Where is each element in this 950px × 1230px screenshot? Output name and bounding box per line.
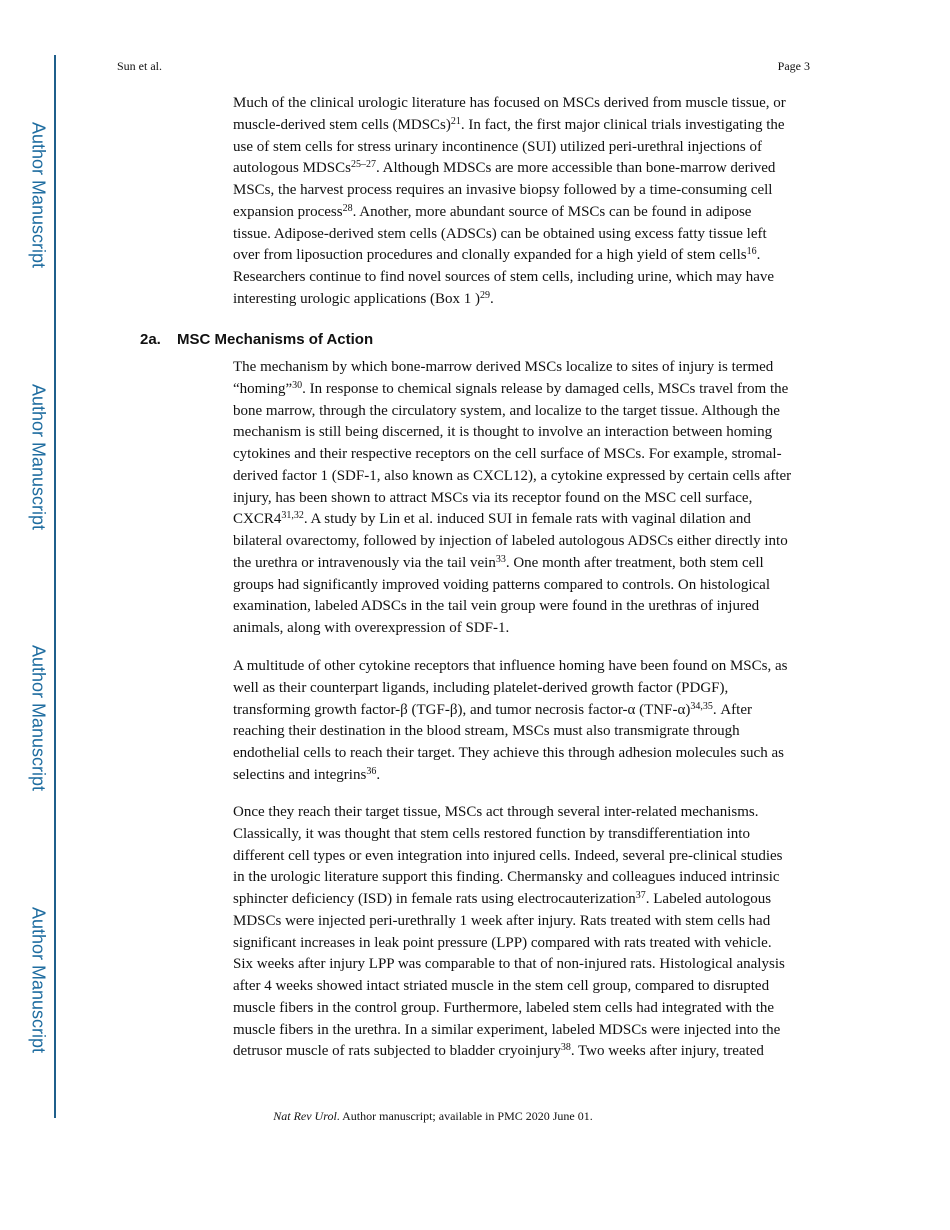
text-segment: animals, along with overexpression of SDF-1. <box>233 620 510 636</box>
text-segment: . <box>756 247 761 264</box>
text-line <box>233 954 823 976</box>
paragraph <box>233 357 823 640</box>
text-segment: bilateral ovarectomy, followed by injection of labeled autologous ADSCs either directly into <box>233 533 788 549</box>
text-segment: muscle fibers in the urethra. In a similar experiment, labeled MDSCs were injected into the <box>233 1021 781 1038</box>
text-line <box>233 765 823 787</box>
text-line <box>233 509 823 531</box>
section-number: 2a. <box>140 331 161 348</box>
section-title: MSC Mechanisms of Action <box>177 331 374 348</box>
text-segment: MDSCs were injected peri-urethrally 1 week after injury. Rats treated with stem cells had <box>233 912 771 929</box>
text-segment: . In response to chemical signals release by damaged cells, MSCs travel from the <box>302 380 789 397</box>
text-segment: examination, labeled ADSCs in the tail vein group were found in the urethras of injured <box>233 598 760 615</box>
running-head: Sun et al. <box>117 59 162 73</box>
text-line <box>233 422 823 444</box>
citation-superscript: 21 <box>450 115 461 127</box>
citation-superscript: 16 <box>746 246 757 258</box>
text-segment: well as their counterpart ligands, including platelet-derived growth factor (PDGF), <box>233 679 729 696</box>
text-line <box>233 245 823 267</box>
text-segment: bone marrow, through the circulatory system, and localize to the target tissue. Although the <box>233 402 780 419</box>
footer-text: . Author manuscript; available in PMC 2020 June 01. <box>336 1109 593 1123</box>
paragraph <box>233 93 823 311</box>
text-line <box>233 911 823 933</box>
text-line <box>233 267 823 289</box>
author-manuscript-text: Author Manuscript <box>28 644 49 792</box>
citation-superscript: 25–27 <box>350 159 376 171</box>
text-line <box>233 115 823 137</box>
section-heading <box>140 331 373 348</box>
text-segment: . In fact, the first major clinical trials investigating the <box>460 116 785 133</box>
text-segment: Six weeks after injury LPP was comparable to that of non-injured rats. Histological analysis <box>233 956 785 973</box>
text-line <box>233 867 823 889</box>
text-segment: autologous MDSCs <box>233 160 351 177</box>
text-line <box>233 575 823 597</box>
text-segment: injury, has been shown to attract MSCs via its receptor found on the MSC cell surface, <box>233 489 753 506</box>
citation-superscript: 29 <box>480 289 491 301</box>
text-segment: endothelial cells to reach their target. They achieve this through adhesion molecules such as <box>233 745 784 761</box>
text-segment: transforming growth factor-β (TGF-β), and tumor necrosis factor-α (TNF-α) <box>233 701 691 718</box>
text-line <box>233 678 823 700</box>
text-line <box>233 202 823 224</box>
text-segment: . Although MDSCs are more accessible than bone-marrow derived <box>375 160 776 177</box>
text-segment: use of stem cells for stress urinary incontinence (SUI) utilized peri-urethral injections of <box>233 138 762 155</box>
text-line <box>233 466 823 488</box>
text-segment: Once they reach their target tissue, MSCs act through several inter-related mechanisms. <box>233 804 759 820</box>
journal-name: Nat Rev Urol <box>273 1109 337 1123</box>
page-number: Page 3 <box>777 59 810 73</box>
paragraph <box>233 656 823 787</box>
text-segment: . A study by Lin et al. induced SUI in female rats with vaginal dilation and <box>303 511 751 528</box>
text-line <box>233 289 823 311</box>
text-line <box>233 531 823 553</box>
text-line <box>233 180 823 202</box>
text-segment: muscle-derived stem cells (MDSCs) <box>233 116 451 133</box>
citation-superscript: 28 <box>342 202 353 214</box>
citation-superscript: 37 <box>635 890 646 901</box>
text-line <box>233 721 823 743</box>
text-segment: Classically, it was thought that stem cells restored function by transdifferentiation into <box>233 825 750 842</box>
text-segment: after 4 weeks showed intact striated muscle in the stem cell group, compared to disrupted <box>233 978 770 994</box>
author-manuscript-text: Author Manuscript <box>28 383 49 531</box>
text-segment: . <box>490 290 494 307</box>
text-line <box>233 700 823 722</box>
citation-superscript: 36 <box>366 765 377 777</box>
text-segment: over from liposuction procedures and clonally expanded for a high yield of stem cells <box>233 247 747 264</box>
text-segment: in the urologic literature support this finding. Chermansky and colleagues induced intrinsic <box>233 869 780 886</box>
text-line <box>233 488 823 510</box>
text-segment: The mechanism by which bone-marrow derived MSCs localize to sites of injury is termed <box>233 359 774 375</box>
text-segment: sphincter deficiency (ISD) in female rats using electrocauterization <box>233 891 636 907</box>
text-segment: detrusor muscle of rats subjected to bladder cryoinjury <box>233 1043 561 1060</box>
citation-superscript: 30 <box>292 379 303 391</box>
text-line <box>233 158 823 180</box>
text-segment: MSCs, the harvest process requires an invasive biopsy followed by a time-consuming cell <box>233 182 773 198</box>
text-segment: mechanism is still being discerned, it is thought to involve an interaction between homing <box>233 424 773 441</box>
text-line <box>233 998 823 1020</box>
text-segment: . Labeled autologous <box>645 891 772 907</box>
text-line <box>233 656 823 678</box>
text-line <box>233 743 823 765</box>
text-line <box>233 444 823 466</box>
paragraph <box>233 802 823 1063</box>
text-line <box>233 553 823 575</box>
footer <box>0 1109 866 1124</box>
citation-superscript: 31,32 <box>281 510 304 522</box>
text-segment: A multitude of other cytokine receptors that influence homing have been found on MSCs, as <box>233 658 788 674</box>
text-segment: . One month after treatment, both stem cell <box>505 554 764 571</box>
margin-rule <box>54 55 56 1118</box>
text-line <box>233 357 823 379</box>
citation-superscript: 38 <box>560 1042 571 1054</box>
text-segment: derived factor 1 (SDF-1, also known as CXCL12), a cytokine expressed by certain cells after <box>233 467 792 484</box>
text-segment: significant increases in leak point pressure (LPP) compared with rats treated with vehicle. <box>233 934 772 951</box>
text-segment: expansion process <box>233 203 343 220</box>
text-line <box>233 401 823 423</box>
text-segment: CXCR4 <box>233 511 282 528</box>
author-manuscript-text: Author Manuscript <box>28 121 49 269</box>
text-segment: Researchers continue to find novel sources of stem cells, including urine, which may have <box>233 269 775 285</box>
text-segment: “homing” <box>233 380 293 397</box>
text-segment: interesting urologic applications (Box 1 ) <box>233 290 481 307</box>
text-segment: . Another, more abundant source of MSCs can be found in adipose <box>352 203 752 220</box>
text-line <box>233 1020 823 1042</box>
author-manuscript-text: Author Manuscript <box>28 906 49 1054</box>
text-segment: reaching their destination in the blood stream, MSCs must also transmigrate through <box>233 723 740 740</box>
text-line <box>233 802 823 824</box>
text-line <box>233 933 823 955</box>
text-line <box>233 846 823 868</box>
text-line <box>233 824 823 846</box>
text-segment: different cell types or even integration into injured cells. Indeed, several pre-clinical studies <box>233 847 783 864</box>
citation-superscript: 33 <box>495 553 506 565</box>
text-segment: cytokines and their respective receptors on the cell surface of MSCs. For example, stromal- <box>233 446 782 462</box>
citation-superscript: 34,35 <box>690 700 713 712</box>
text-segment: groups had significantly improved voiding patterns compared to controls. On histological <box>233 576 770 593</box>
text-line <box>233 379 823 401</box>
text-line <box>233 137 823 159</box>
text-segment: the urethra or intravenously via the tail vein <box>233 554 496 571</box>
text-line <box>233 93 823 115</box>
text-line <box>233 976 823 998</box>
text-segment: Much of the clinical urologic literature has focused on MSCs derived from muscle tissue, or <box>233 95 786 111</box>
text-segment: muscle fibers in the control group. Furthermore, labeled stem cells had integrated with the <box>233 999 775 1016</box>
text-line <box>233 596 823 618</box>
text-line <box>233 1041 823 1063</box>
text-segment: . <box>376 766 381 783</box>
text-segment: selectins and integrins <box>233 766 367 783</box>
text-line <box>233 618 823 640</box>
text-segment: tissue. Adipose-derived stem cells (ADSCs) can be obtained using excess fatty tissue left <box>233 225 767 242</box>
text-segment: . After <box>712 701 752 718</box>
text-line <box>233 224 823 246</box>
text-segment: . Two weeks after injury, treated <box>570 1043 764 1060</box>
text-line <box>233 889 823 911</box>
